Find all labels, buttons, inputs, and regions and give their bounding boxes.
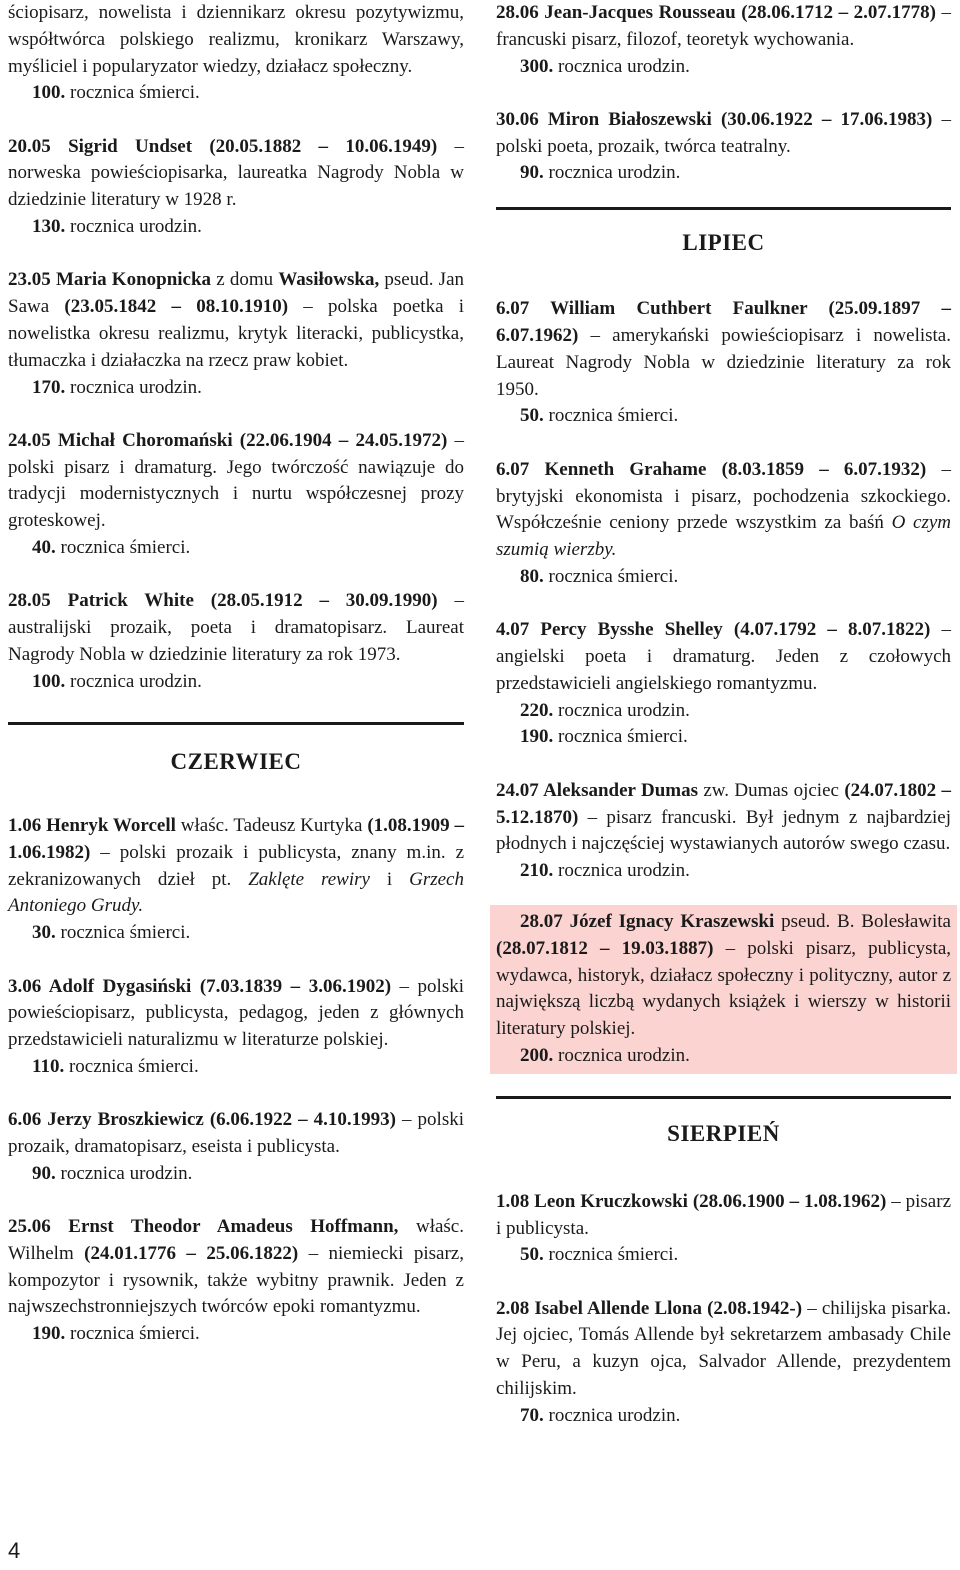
anniversary <box>496 54 951 81</box>
anniversary-label: rocznica urodzin. <box>548 162 681 184</box>
entry-text: – australijski prozaik, poeta i dramatopisarz. Laureat Nagrody Nobla w dziedzinie literatury za rok 1973. <box>8 590 465 665</box>
anniversary-number: 210. <box>520 860 554 882</box>
anniversary-number: 30. <box>32 922 56 944</box>
entry-text: zw. Dumas ojciec <box>698 779 845 801</box>
anniversary-number: 110. <box>32 1055 65 1077</box>
anniversary-number: 80. <box>520 565 544 587</box>
entry-heading: 6.07 William Cuthbert Faulkner (25.09.1897 – 6.07.1962) <box>496 298 951 347</box>
entry-text: – angielski poeta i dramaturg. Jeden z czołowych przedstawicieli angielskiego romantyzmu. <box>496 619 951 694</box>
anniversary <box>8 80 464 107</box>
anniversary <box>496 724 951 751</box>
entry-text: pseud. B. Bolesławita <box>774 910 951 932</box>
entry-text: – polski prozaik i publicysta, znany m.in. z zekranizowanych dzieł pt. <box>8 841 464 890</box>
entry-allende <box>496 1296 951 1430</box>
book-title: Zaklęte rewiry <box>248 868 370 890</box>
anniversary <box>8 1321 464 1348</box>
entry-text: właśc. Wilhelm <box>8 1216 464 1264</box>
entry-heading: 28.06 Jean-Jacques Rousseau (28.06.1712 – 2.07.1778) <box>496 2 936 23</box>
month-heading-july: LIPIEC <box>682 230 765 256</box>
anniversary-label: rocznica urodzin. <box>558 699 690 721</box>
section-divider <box>8 722 464 725</box>
anniversary-label: rocznica urodzin. <box>558 1044 690 1066</box>
entry-heading: 6.06 Jerzy Broszkiewicz (6.06.1922 – 4.10.1993) <box>8 1109 397 1131</box>
entry-text: pseud. Jan Sawa <box>8 269 465 318</box>
entry-heading: 2.08 Isabel Allende Llona (2.08.1942-) <box>496 1297 803 1319</box>
entry-heading: 1.06 Henryk Worcell <box>8 815 176 837</box>
anniversary <box>496 858 951 885</box>
entry-text: – chilijska pisarka. Jej ojciec, Tomás Allende był sekretarzem ambasady Chile w Peru, a kuzyn ojca, Salvador Allende, prezydentem chilijskim. <box>496 1297 951 1399</box>
entry-bialoszewski <box>496 107 951 187</box>
page-number: 4 <box>8 1538 21 1563</box>
anniversary-label: rocznica śmierci. <box>548 1244 679 1266</box>
entry-kruczkowski <box>496 1189 951 1269</box>
entry-shelley <box>496 617 951 751</box>
anniversary-number: 50. <box>520 1244 544 1266</box>
entry-dates: (24.07.1802 – 5.12.1870) <box>496 779 952 828</box>
entry-text: – polska poetka i nowelistka okresu realizmu, krytyk literacki, publicystka, tłumaczka i działaczka na rzecz praw kobiet. <box>8 296 465 371</box>
entry-text: – brytyjski ekonomista i pisarz, pochodzenia szkockiego. Współcześnie ceniony przede wszystkim za baśń <box>496 458 951 534</box>
anniversary-label: rocznica urodzin. <box>70 216 202 238</box>
entry-text: – pisarz i publicysta. <box>496 1190 952 1239</box>
entry-choromanski <box>8 428 464 562</box>
anniversary-label: rocznica śmierci. <box>548 405 679 427</box>
anniversary-label: rocznica urodzin. <box>558 860 690 882</box>
anniversary <box>8 920 464 947</box>
entry-text: – amerykański powieściopisarz i nowelista. Laureat Nagrody Nobla w dziedzinie literatury za rok 1950. <box>496 325 951 400</box>
anniversary <box>8 669 464 696</box>
left-column <box>8 0 464 1375</box>
anniversary <box>496 564 951 591</box>
entry-heading: 28.05 Patrick White (28.05.1912 – 30.09.1990) <box>8 590 438 612</box>
anniversary-label: rocznica śmierci. <box>70 1323 200 1345</box>
anniversary-number: 130. <box>32 216 66 238</box>
anniversary-number: 50. <box>520 405 544 427</box>
anniversary <box>496 698 951 725</box>
anniversary-number: 100. <box>32 82 66 104</box>
entry-text: – francuski pisarz, filozof, teoretyk wychowania. <box>496 2 952 50</box>
entry-heading: 30.06 Miron Białoszewski (30.06.1922 – 17.06.1983) <box>496 108 933 130</box>
anniversary <box>496 403 951 430</box>
entry-konopnicka <box>8 267 464 401</box>
anniversary-number: 100. <box>32 670 66 692</box>
entry-text: – polski pisarz, publicysta, wydawca, historyk, działacz społeczny i polityczny, autor z największą liczbą wydanych książek i wierszy w historii literatury polskiej. <box>496 937 951 1040</box>
entry-rousseau <box>496 0 951 80</box>
anniversary <box>496 1242 951 1269</box>
entry-heading: 23.05 Maria Konopnicka <box>8 269 212 291</box>
entry-text: – polski powieściopisarz, publicysta, pedagog, jeden z głównych przedstawicieli naturalizmu w literaturze polskiej. <box>8 975 465 1051</box>
book-title: O czym szumią wierzby. <box>496 512 951 561</box>
right-column <box>496 0 951 1456</box>
anniversary-number: 40. <box>32 537 56 559</box>
entry-grahame <box>496 457 951 591</box>
entry-white <box>8 588 464 695</box>
entry-heading: 1.08 Leon Kruczkowski (28.06.1900 – 1.08.1962) <box>496 1190 887 1212</box>
entry-worcell <box>8 813 464 947</box>
entry-broszkiewicz <box>8 1107 464 1187</box>
anniversary-number: 190. <box>32 1323 66 1345</box>
entry-heading: 20.05 Sigrid Undset (20.05.1882 – 10.06.1949) <box>8 135 438 157</box>
anniversary-label: rocznica śmierci. <box>60 922 191 944</box>
entry-text: właśc. Tadeusz Kurtyka <box>175 815 368 837</box>
entry-heading: 28.07 Józef Ignacy Kraszewski <box>520 910 775 932</box>
anniversary-number: 170. <box>32 376 66 398</box>
anniversary-number: 220. <box>520 699 554 721</box>
section-divider <box>496 1096 951 1099</box>
entry-dates: (24.01.1776 – 25.06.1822) <box>84 1242 299 1264</box>
section-divider <box>496 207 951 210</box>
anniversary <box>8 214 464 241</box>
entry-heading: 6.07 Kenneth Grahame (8.03.1859 – 6.07.1932) <box>496 458 927 480</box>
entry-faulkner <box>496 296 951 430</box>
month-heading-june: CZERWIEC <box>170 749 302 775</box>
anniversary-label: rocznica śmierci. <box>548 565 679 587</box>
anniversary <box>8 535 464 562</box>
entry-heading-part: Wasiłowska, <box>278 269 380 291</box>
entry-heading: 24.05 Michał Choromański (22.06.1904 – 24.05.1972) <box>8 429 448 451</box>
entry-text: – niemiecki pisarz, kompozytor i rysownik, także wybitny prawnik. Jeden z najwszechstronniejszych twórców epoki romantyzmu. <box>8 1242 464 1318</box>
anniversary-number: 200. <box>520 1044 554 1066</box>
anniversary-label: rocznica śmierci. <box>68 1055 199 1077</box>
anniversary-label: rocznica śmierci. <box>558 726 688 748</box>
anniversary <box>8 375 464 402</box>
entry-dygasinski <box>8 974 464 1081</box>
entry-heading: 4.07 Percy Bysshe Shelley (4.07.1792 – 8.07.1822) <box>496 619 931 641</box>
book-title: Grzech Antoniego Grudy. <box>8 868 464 917</box>
anniversary <box>496 1043 951 1070</box>
entry-text: – polski pisarz i dramaturg. Jego twórczość nawiązuje do tradycji modernistycznych i nurtu współczesnej prozy groteskowej. <box>8 429 464 532</box>
anniversary-number: 90. <box>520 162 544 184</box>
entry-text: – pisarz francuski. Był jednym z najbardziej płodnych i najczęściej wystawianych autorów swego czasu. <box>496 806 951 855</box>
anniversary-number: 70. <box>520 1404 544 1426</box>
anniversary <box>496 1403 951 1430</box>
entry-text: ściopisarz, nowelista i dziennikarz okresu pozytywizmu, współtwórca polskiego realizmu, kronikarz Warszawy, myśliciel i popularyzator wiedzy, działacz społeczny. <box>8 2 464 77</box>
anniversary-label: rocznica urodzin. <box>548 1404 681 1426</box>
anniversary-label: rocznica urodzin. <box>70 670 202 692</box>
anniversary-label: rocznica śmierci. <box>70 82 200 104</box>
entry-hoffmann <box>8 1214 464 1348</box>
anniversary <box>8 1161 464 1188</box>
anniversary-label: rocznica urodzin. <box>558 55 690 77</box>
month-heading-august: SIERPIEŃ <box>667 1120 780 1146</box>
anniversary <box>496 160 951 187</box>
anniversary-label: rocznica śmierci. <box>60 537 191 559</box>
entry-dumas <box>496 778 951 885</box>
entry-text: – norweska powieściopisarka, laureatka Nagrody Nobla w dziedzinie literatury w 1928 r. <box>8 135 464 211</box>
anniversary-number: 90. <box>32 1162 56 1184</box>
anniversary-number: 300. <box>520 55 554 77</box>
anniversary-label: rocznica urodzin. <box>60 1162 193 1184</box>
entry-dates: (28.07.1812 – 19.03.1887) <box>496 937 714 959</box>
entry-text: – polski poeta, prozaik, twórca teatralny. <box>496 108 952 157</box>
anniversary <box>8 1054 464 1081</box>
entry-undset <box>8 134 464 241</box>
entry-heading: 25.06 Ernst Theodor Amadeus Hoffmann, <box>8 1216 399 1238</box>
entry-dates: (1.08.1909 – 1.06.1982) <box>8 815 465 863</box>
entry-text: – polski prozaik, dramatopisarz, eseista i publicysta. <box>8 1109 464 1157</box>
anniversary-number: 190. <box>520 726 554 748</box>
entry-heading: 3.06 Adolf Dygasiński (7.03.1839 – 3.06.1902) <box>8 975 392 997</box>
continued-entry <box>8 0 464 107</box>
entry-heading: 24.07 Aleksander Dumas <box>496 779 698 801</box>
entry-dates: (23.05.1842 – 08.10.1910) <box>64 296 289 318</box>
entry-text: i <box>369 868 410 890</box>
entry-text: z domu <box>211 269 279 291</box>
anniversary-label: rocznica urodzin. <box>70 376 202 398</box>
entry-kraszewski-highlighted <box>490 905 957 1074</box>
